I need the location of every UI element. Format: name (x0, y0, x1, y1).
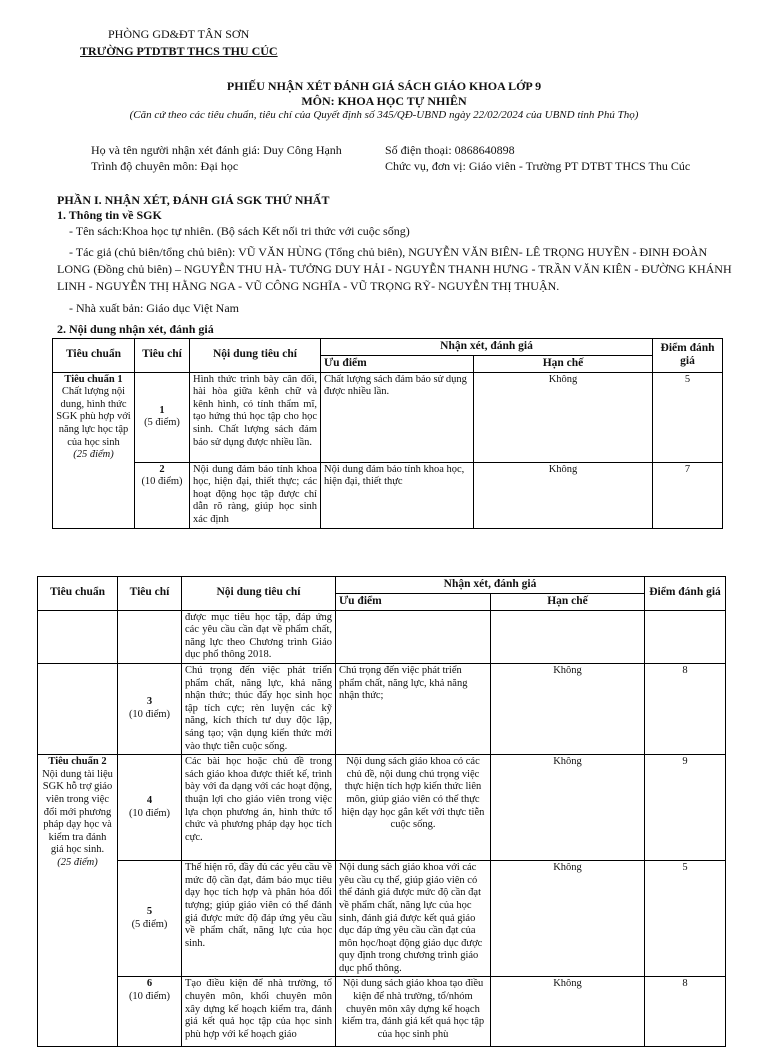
criterion-number: 5 (146, 906, 153, 918)
school-name: TRƯỜNG PTDTBT THCS THU CÚC (80, 44, 278, 58)
criterion-number: 1 (159, 404, 165, 416)
standard-1-cell (53, 372, 135, 528)
criterion-cell (135, 372, 190, 462)
criterion-points: (10 điểm) (128, 991, 171, 1003)
score-cell: 8 (645, 977, 726, 1047)
legal-basis: (Căn cứ theo các tiêu chuẩn, tiêu chí của Quyết định số 345/QĐ-UBND ngày 22/02/2024 của UBND tỉnh Phú Thọ) (129, 109, 639, 121)
criterion-cell-empty (118, 610, 182, 663)
criterion-points: (5 điểm) (131, 918, 168, 930)
limit-cell: Không (474, 372, 653, 462)
strength-cell: Chất lượng sách đảm bảo sử dụng được nhiều lần. (321, 372, 474, 462)
header-limits: Hạn chế (491, 593, 645, 610)
standard-1-title: Tiêu chuẩn 1 (64, 373, 123, 385)
table-row (38, 610, 726, 663)
criterion-cell (118, 861, 182, 977)
standard-2-cell (38, 755, 118, 1047)
criterion-cell (118, 755, 182, 861)
publisher: - Nhà xuất bản: Giáo dục Việt Nam (69, 301, 240, 315)
header-strengths: Ưu điểm (321, 355, 474, 372)
strength-cell-empty (336, 610, 491, 663)
authors-line-3: LINH - NGUYỄN THỊ HẰNG NGA - VŨ CÔNG NGHĨA - VŨ TRỌNG RỸ- NGUYỄN THỊ THUẬN. (57, 279, 560, 293)
header-review: Nhận xét, đánh giá (336, 577, 645, 594)
score-cell: 5 (645, 861, 726, 977)
authors-line-1: - Tác giả (chủ biên/tổng chủ biên): VŨ VĂN HÙNG (Tổng chủ biên), NGUYỄN VĂN BIÊN- LÊ TRỌNG HUYỀN - ĐINH ĐOÀN (69, 245, 708, 259)
evaluation-table-1 (52, 338, 723, 529)
criterion-points: (10 điểm) (128, 807, 171, 819)
criterion-number: 6 (146, 978, 153, 990)
limit-cell: Không (474, 462, 653, 528)
criterion-content: Các bài học hoặc chủ đề trong sách giáo khoa được thiết kế, trình bày với đa dạng với các hoạt động, thuận lợi cho giáo viên trong việc lựa chọn phương án, hình thức tổ chức và phương pháp dạy học tích cực. (182, 755, 336, 861)
criterion-content: Thể hiện rõ, đầy đủ các yêu cầu về mức độ cần đạt, đảm bảo mục tiêu dạy học tích hợp và phân hóa đối tượng; giúp giáo viên có thể đánh giá được mức độ đáp ứng yêu cầu về phẩm chất, năng lực của học sinh. (182, 861, 336, 977)
criterion-cell (118, 663, 182, 754)
table-row (38, 755, 726, 861)
header-score: Điểm đánh giá (645, 577, 726, 611)
score-cell: 9 (645, 755, 726, 861)
strength-cell: Nội dung sách giáo khoa với các yêu cầu cụ thể, giúp giáo viên có thể đánh giá được mức độ cần đạt về phẩm chất, năng lực của học sinh, đánh giá được kết quả giáo dục đáp ứng yêu cầu cần đạt của môn học/hoạt động giáo dục được quy định trong chương trình giáo dục phổ thông. (336, 861, 491, 977)
score-cell-empty (645, 610, 726, 663)
strength-cell: Nội dung sách giáo khoa tạo điều kiện để nhà trường, tổ/nhóm chuyên môn xây dựng kế hoạch kiểm tra, đánh giá kết quả học tập của học sinh phù (336, 977, 491, 1047)
header-limits: Hạn chế (474, 355, 653, 372)
table-row (53, 462, 723, 528)
criterion-content-continued: được mục tiêu học tập, đáp ứng các yêu cầu cần đạt về phẩm chất, năng lực theo Chương trình Giáo dục phổ thông 2018. (182, 610, 336, 663)
header-standard: Tiêu chuẩn (53, 339, 135, 373)
standard-cell-empty (38, 610, 118, 663)
standard-2-points: (25 điểm) (57, 856, 98, 868)
evaluation-table-2 (37, 576, 726, 1047)
header-standard: Tiêu chuẩn (38, 577, 118, 611)
score-cell: 5 (653, 372, 723, 462)
standard-1-text: Chất lượng nội dung, hình thức SGK phù hợp với năng lực học tập của học sinh (56, 386, 131, 448)
criterion-points: (10 điểm) (128, 709, 171, 721)
standard-2-text: Nội dung tài liệu SGK hỗ trợ giáo viên trong việc đổi mới phương pháp dạy học và kiểm tra đánh giá học sinh. (42, 768, 113, 856)
score-cell: 8 (645, 663, 726, 754)
header-strengths: Ưu điểm (336, 593, 491, 610)
criterion-cell (118, 977, 182, 1047)
score-cell: 7 (653, 462, 723, 528)
department-name: PHÒNG GD&ĐT TÂN SƠN (108, 27, 250, 41)
header-review: Nhận xét, đánh giá (321, 339, 653, 356)
limit-cell: Không (491, 755, 645, 861)
criterion-content: Tạo điều kiện để nhà trường, tổ chuyên môn, khối chuyên môn xây dựng kế hoạch kiểm tra, đánh giá kết quả học tập của học sinh phù hợp với kế hoạch giáo (182, 977, 336, 1047)
reviewer-name: Họ và tên người nhận xét đánh giá: Duy Công Hạnh (91, 143, 342, 157)
criterion-number: 3 (146, 696, 153, 708)
criterion-number: 2 (159, 463, 165, 475)
criterion-cell (135, 462, 190, 528)
criterion-content: Nội dung đảm bảo tính khoa học, hiện đại, thiết thực; các hoạt động học tập được chỉ dẫn rõ ràng, giúp học sinh xác định (190, 462, 321, 528)
standard-cell-empty (38, 663, 118, 754)
book-name: - Tên sách:Khoa học tự nhiên. (Bộ sách Kết nối tri thức với cuộc sống) (69, 224, 410, 238)
table-row (38, 861, 726, 977)
subject-title: MÔN: KHOA HỌC TỰ NHIÊN (301, 94, 467, 108)
strength-cell: Nội dung đảm bảo tính khoa học, hiện đại, thiết thực (321, 462, 474, 528)
header-content: Nội dung tiêu chí (182, 577, 336, 611)
limit-cell: Không (491, 977, 645, 1047)
standard-1-points: (25 điểm) (73, 449, 114, 461)
table-row (38, 663, 726, 754)
reviewer-position: Chức vụ, đơn vị: Giáo viên - Trường PT DTBT THCS Thu Cúc (385, 159, 691, 173)
part1-heading: PHẦN I. NHẬN XÉT, ĐÁNH GIÁ SGK THỨ NHẤT (57, 193, 330, 207)
standard-2-title: Tiêu chuẩn 2 (48, 756, 107, 768)
reviewer-phone: Số điện thoại: 0868640898 (385, 143, 515, 157)
strength-cell: Chú trọng đến việc phát triển phẩm chất, năng lực, khả năng nhận thức; (336, 663, 491, 754)
document-title: PHIẾU NHẬN XÉT ĐÁNH GIÁ SÁCH GIÁO KHOA LỚP 9 (226, 79, 542, 93)
reviewer-degree: Trình độ chuyên môn: Đại học (91, 159, 239, 173)
section-evaluation: 2. Nội dung nhận xét, đánh giá (57, 322, 214, 336)
criterion-content: Chú trọng đến việc phát triển phẩm chất, năng lực, khả năng nhận thức; thúc đẩy học sinh học tập tích cực; rèn luyện các kỹ năng, kích thích tư duy độc lập, sáng tạo; vận dụng kiến thức mới vào thực tiễn cuộc sống. (182, 663, 336, 754)
strength-cell: Nội dung sách giáo khoa có các chủ đề, nội dung chú trọng việc thực hiện tích hợp kiến thức liên môn, giúp giáo viên có thể thực hiện dạy học gắn kết với thực tiễn cuộc sống. (336, 755, 491, 861)
section-book-info: 1. Thông tin về SGK (57, 208, 162, 222)
limit-cell: Không (491, 663, 645, 754)
header-score: Điểm đánh giá (653, 339, 723, 373)
criterion-content: Hình thức trình bày cân đối, hài hòa giữa kênh chữ và kênh hình, có tính thẩm mĩ, tạo hứng thú học tập cho học sinh. Chất lượng sách đảm bảo sử dụng được nhiều lần. (190, 372, 321, 462)
limit-cell-empty (491, 610, 645, 663)
table-row (38, 977, 726, 1047)
criterion-number: 4 (146, 795, 153, 807)
limit-cell: Không (491, 861, 645, 977)
criterion-points: (10 điểm) (141, 476, 183, 488)
header-content: Nội dung tiêu chí (190, 339, 321, 373)
criterion-points: (5 điểm) (144, 417, 180, 429)
header-criterion: Tiêu chí (135, 339, 190, 373)
table-row (53, 372, 723, 462)
authors-line-2: LONG (Đồng chủ biên) – NGUYỄN THU HÀ- TƯỞNG DUY HẢI - NGUYỄN THANH HƯNG - TRẦN VĂN KIÊN - ĐƯỜNG KHÁNH (57, 262, 732, 276)
header-criterion: Tiêu chí (118, 577, 182, 611)
